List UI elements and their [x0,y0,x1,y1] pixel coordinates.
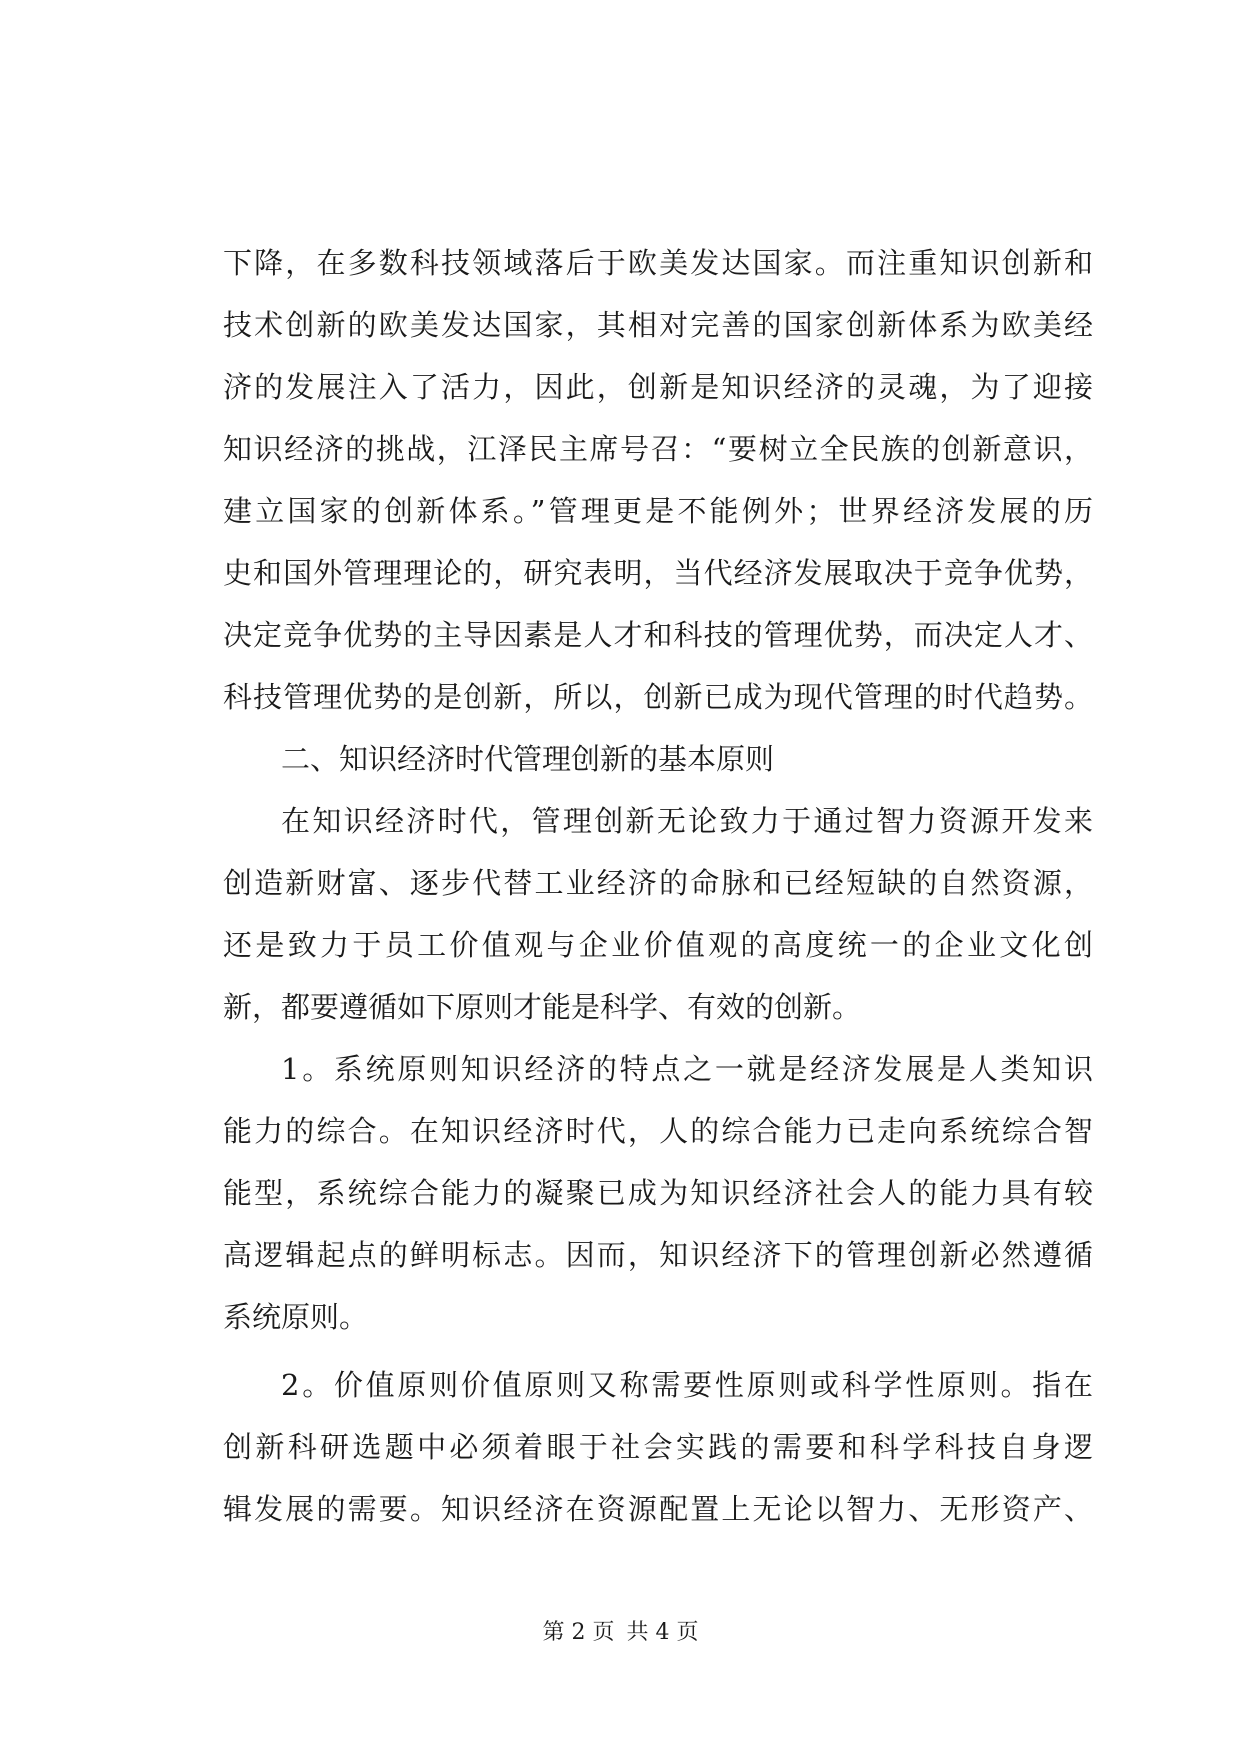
text-line: 2。价值原则价值原则又称需要性原则或科学性原则。指在 [281,1368,1093,1402]
paragraph [223,232,1093,728]
paragraph [223,1038,1093,1348]
text-line: 济的发展注入了活力，因此，创新是知识经济的灵魂，为了迎接 [223,370,1093,404]
text-line: 在知识经济时代，管理创新无论致力于通过智力资源开发来 [281,804,1093,838]
text-line: 创新科研选题中必须着眼于社会实践的需要和科学科技自身逻 [223,1430,1093,1464]
text-line: 高逻辑起点的鲜明标志。因而，知识经济下的管理创新必然遵循 [223,1238,1093,1272]
text-line: 决定竞争优势的主导因素是人才和科技的管理优势，而决定人才、 [223,618,1093,652]
text-line: 知识经济的挑战，江泽民主席号召：“要树立全民族的创新意识， [223,432,1093,466]
text-line: 系统原则。 [223,1300,369,1334]
page-total: 共 4 页 [626,1620,699,1645]
text-line: 能力的综合。在知识经济时代，人的综合能力已走向系统综合智 [223,1114,1093,1148]
text-line: 建立国家的创新体系。”管理更是不能例外；世界经济发展的历 [223,494,1093,528]
text-line: 辑发展的需要。知识经济在资源配置上无论以智力、无形资产、 [223,1492,1093,1526]
document-body [223,232,1093,1540]
text-line: 史和国外管理理论的，研究表明，当代经济发展取决于竞争优势， [223,556,1093,590]
section-heading [223,728,1093,790]
text-line: 技术创新的欧美发达国家，其相对完善的国家创新体系为欧美经 [223,308,1093,342]
text-line: 能型，系统综合能力的凝聚已成为知识经济社会人的能力具有较 [223,1176,1093,1210]
text-line: 下降，在多数科技领域落后于欧美发达国家。而注重知识创新和 [223,246,1093,280]
text-line: 创造新财富、逐步代替工业经济的命脉和已经短缺的自然资源， [223,866,1093,900]
paragraph [223,790,1093,1038]
text-line: 二、知识经济时代管理创新的基本原则 [281,742,775,776]
page-footer [0,1618,1241,1648]
text-line: 还是致力于员工价值观与企业价值观的高度统一的企业文化创 [223,928,1093,962]
text-line: 科技管理优势的是创新，所以，创新已成为现代管理的时代趋势。 [223,680,1093,714]
page-number: 第 2 页 [542,1620,615,1645]
paragraph [223,1354,1093,1540]
text-line: 1。系统原则知识经济的特点之一就是经济发展是人类知识 [281,1052,1093,1086]
text-line: 新，都要遵循如下原则才能是科学、有效的创新。 [223,990,862,1024]
